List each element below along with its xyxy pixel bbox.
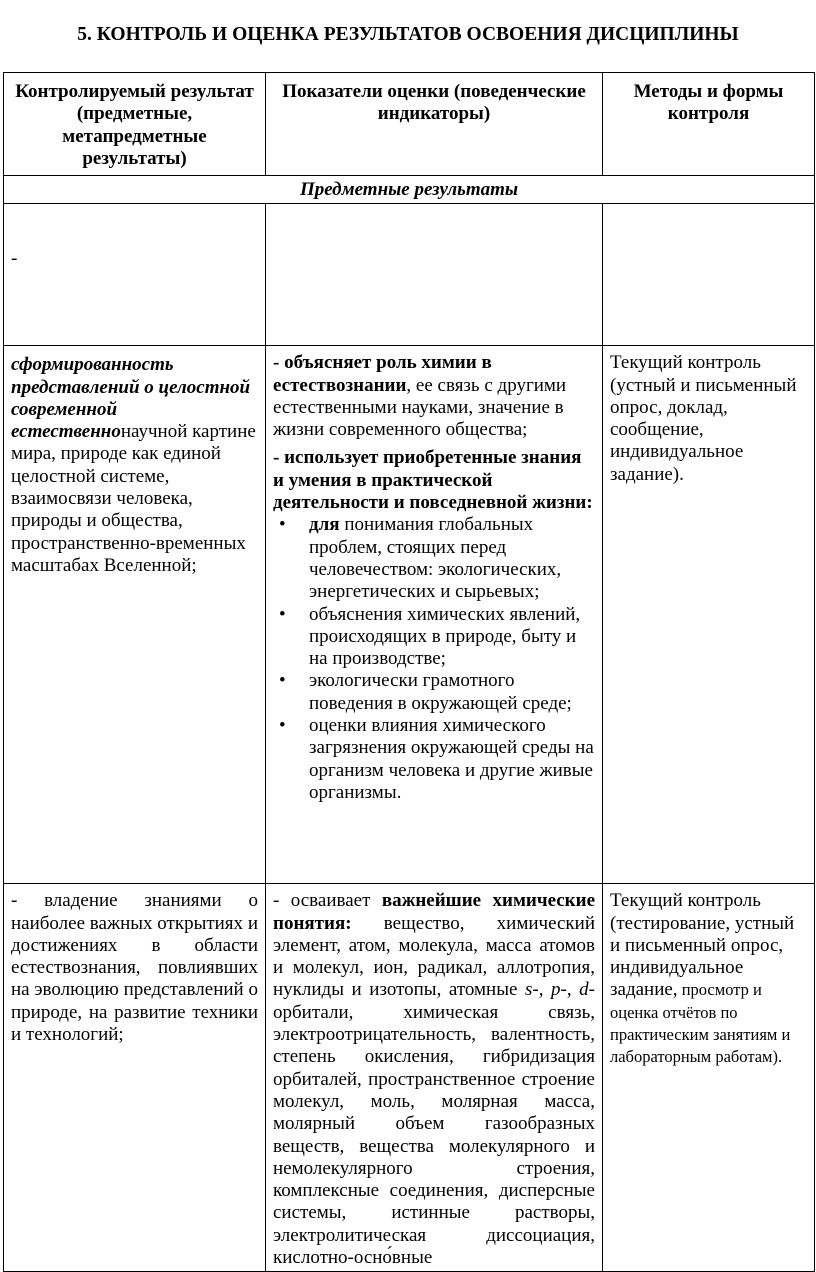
methods-cell <box>603 884 815 1272</box>
indicators-cell <box>266 884 603 1272</box>
assessment-table <box>3 72 815 1272</box>
result-cell <box>4 346 266 884</box>
table-row <box>4 884 815 1272</box>
list-item <box>273 514 595 603</box>
header-indicators: Показатели оценки (поведенческие индикаторы) <box>266 73 603 176</box>
indicator-text: , ее связь с другими естественными науками, значение в жизни современного общества; <box>273 374 567 441</box>
methods-cell: Текущий контроль (устный и письменный опрос, доклад, сообщение, индивидуальное задание). <box>603 346 815 884</box>
result-text: научной картине мира, природе как единой целостной системе, взаимосвязи человека, природы и общества, пространственно-временных масштабах Вселенной; <box>11 421 256 576</box>
result-emphasis: сформированность представлений о целостной современной естественно <box>11 354 251 443</box>
list-item: • объяснения химических явлений, происходящих в природе, быту и на производстве; <box>273 604 595 671</box>
indicators-cell <box>266 346 603 884</box>
indicator-prefix: - осваивает <box>273 890 382 912</box>
methods-text: Текущий контроль (тестирование, устный и письменный опрос, индивидуальное задание, <box>610 890 795 1001</box>
table-row <box>4 204 815 346</box>
header-methods: Методы и формы контроля <box>603 73 815 176</box>
indicator-text: -орбитали, химическая связь, электроотрицательность, валентность, степень окисления, гибридизация орбиталей, пространственное строение молекул, моль, молярная масса, молярный объем газообразных веществ, вещества молекулярного и немолекулярного строения, комплексные соединения, дисперсные системы, истинные растворы, электролитическая диссоциация, кислотно-осно́вные <box>273 979 595 1269</box>
indicator-bold: - использует приобретенные знания и умения в практической деятельности и повседневной жизни: <box>273 447 593 514</box>
table-header-row <box>4 73 815 176</box>
orbital-p: p <box>551 979 561 1001</box>
bullet-text: понимания глобальных проблем, стоящих перед человечеством: экологических, энергетических и сырьевых; <box>309 514 562 603</box>
list-item: • экологически грамотного поведения в окружающей среде; <box>273 670 595 715</box>
section-title: Предметные результаты <box>4 176 815 204</box>
table-row <box>4 346 815 884</box>
indicator-bold: важнейшие химические понятия: <box>273 890 596 934</box>
indicator-bold: - объясняет роль химии в естествознании <box>273 352 492 396</box>
indicator-list <box>273 514 595 804</box>
separator: -, <box>560 979 580 1001</box>
orbital-d: d <box>579 979 589 1001</box>
header-controlled-result: Контролируемый результат (предметные, метапредметные результаты) <box>4 73 266 176</box>
methods-small-text: просмотр и оценка отчётов по практическим занятиям и лабораторным работам). <box>610 980 791 1067</box>
indicator-text: вещество, химический элемент, атом, молекула, масса атомов и молекул, ион, радикал, аллотропия, нуклиды и изотопы, атомные <box>273 912 595 1001</box>
orbital-s: s <box>524 979 533 1001</box>
bullet-bold: для <box>309 514 340 536</box>
empty-row-dash: - <box>4 204 266 346</box>
section-row <box>4 176 815 204</box>
empty-cell <box>266 204 603 346</box>
separator: -, <box>532 979 552 1001</box>
list-item: • оценки влияния химического загрязнения окружающей среды на организм человека и другие живые организмы. <box>273 715 595 804</box>
result-cell: - владение знаниями о наиболее важных открытиях и достижениях в области естествознания, повлиявших на эволюцию представлений о природе, на развитие техники и технологий; <box>4 884 266 1272</box>
empty-cell <box>603 204 815 346</box>
indicator-block <box>273 352 595 441</box>
page-title: 5. КОНТРОЛЬ И ОЦЕНКА РЕЗУЛЬТАТОВ ОСВОЕНИЯ ДИСЦИПЛИНЫ <box>77 24 739 45</box>
